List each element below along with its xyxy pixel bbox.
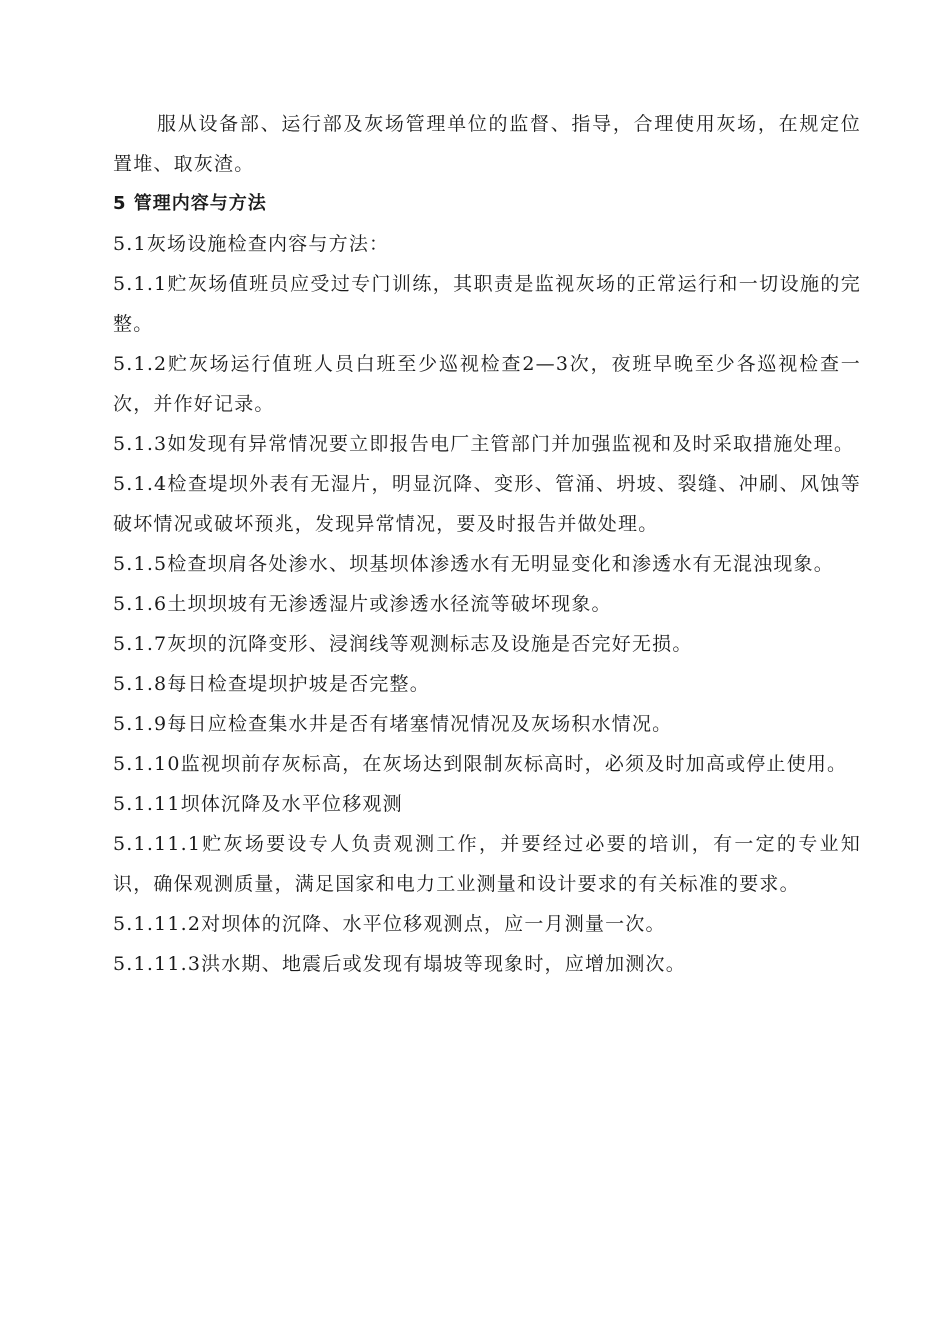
paragraph-5-1-11-1: 5.1.11.1贮灰场要设专人负责观测工作，并要经过必要的培训，有一定的专业知识，确保观测质量，满足国家和电力工业测量和设计要求的有关标准的要求。 xyxy=(113,833,861,895)
paragraph-5-1-3: 5.1.3如发现有异常情况要立即报告电厂主管部门并加强监视和及时采取措施处理。 xyxy=(113,433,855,455)
document-body xyxy=(113,104,861,984)
paragraph-5-1: 5.1灰场设施检查内容与方法： xyxy=(113,233,390,255)
paragraph-5-1-2: 5.1.2贮灰场运行值班人员白班至少巡视检查2—3次，夜班早晚至少各巡视检查一次，并作好记录。 xyxy=(113,353,861,415)
paragraph-5-1-11-2: 5.1.11.2对坝体的沉降、水平位移观测点，应一月测量一次。 xyxy=(113,913,666,935)
paragraph-5-1-11-3: 5.1.11.3洪水期、地震后或发现有塌坡等现象时，应增加测次。 xyxy=(113,953,686,975)
paragraph-5-1-5: 5.1.5检查坝肩各处渗水、坝基坝体渗透水有无明显变化和渗透水有无混浊现象。 xyxy=(113,553,834,575)
paragraph-5-1-4: 5.1.4检查堤坝外表有无湿片，明显沉降、变形、管涌、坍坡、裂缝、冲刷、风蚀等破坏情况或破坏预兆，发现异常情况，要及时报告并做处理。 xyxy=(113,473,861,535)
paragraph-5-1-9: 5.1.9每日应检查集水井是否有堵塞情况情况及灰场积水情况。 xyxy=(113,713,673,735)
paragraph-5-1-11: 5.1.11坝体沉降及水平位移观测 xyxy=(113,793,403,815)
section-heading: 5 管理内容与方法 xyxy=(113,193,267,214)
paragraph-5-1-1: 5.1.1贮灰场值班员应受过专门训练，其职责是监视灰场的正常运行和一切设施的完整。 xyxy=(113,273,861,335)
paragraph-5-1-8: 5.1.8每日检查堤坝护坡是否完整。 xyxy=(113,673,430,695)
paragraph-5-1-10: 5.1.10监视坝前存灰标高，在灰场达到限制灰标高时，必须及时加高或停止使用。 xyxy=(113,753,848,775)
intro-paragraph: 服从设备部、运行部及灰场管理单位的监督、指导，合理使用灰场，在规定位置堆、取灰渣。 xyxy=(113,113,861,175)
paragraph-5-1-7: 5.1.7灰坝的沉降变形、浸润线等观测标志及设施是否完好无损。 xyxy=(113,633,693,655)
paragraph-5-1-6: 5.1.6土坝坝坡有无渗透湿片或渗透水径流等破坏现象。 xyxy=(113,593,612,615)
